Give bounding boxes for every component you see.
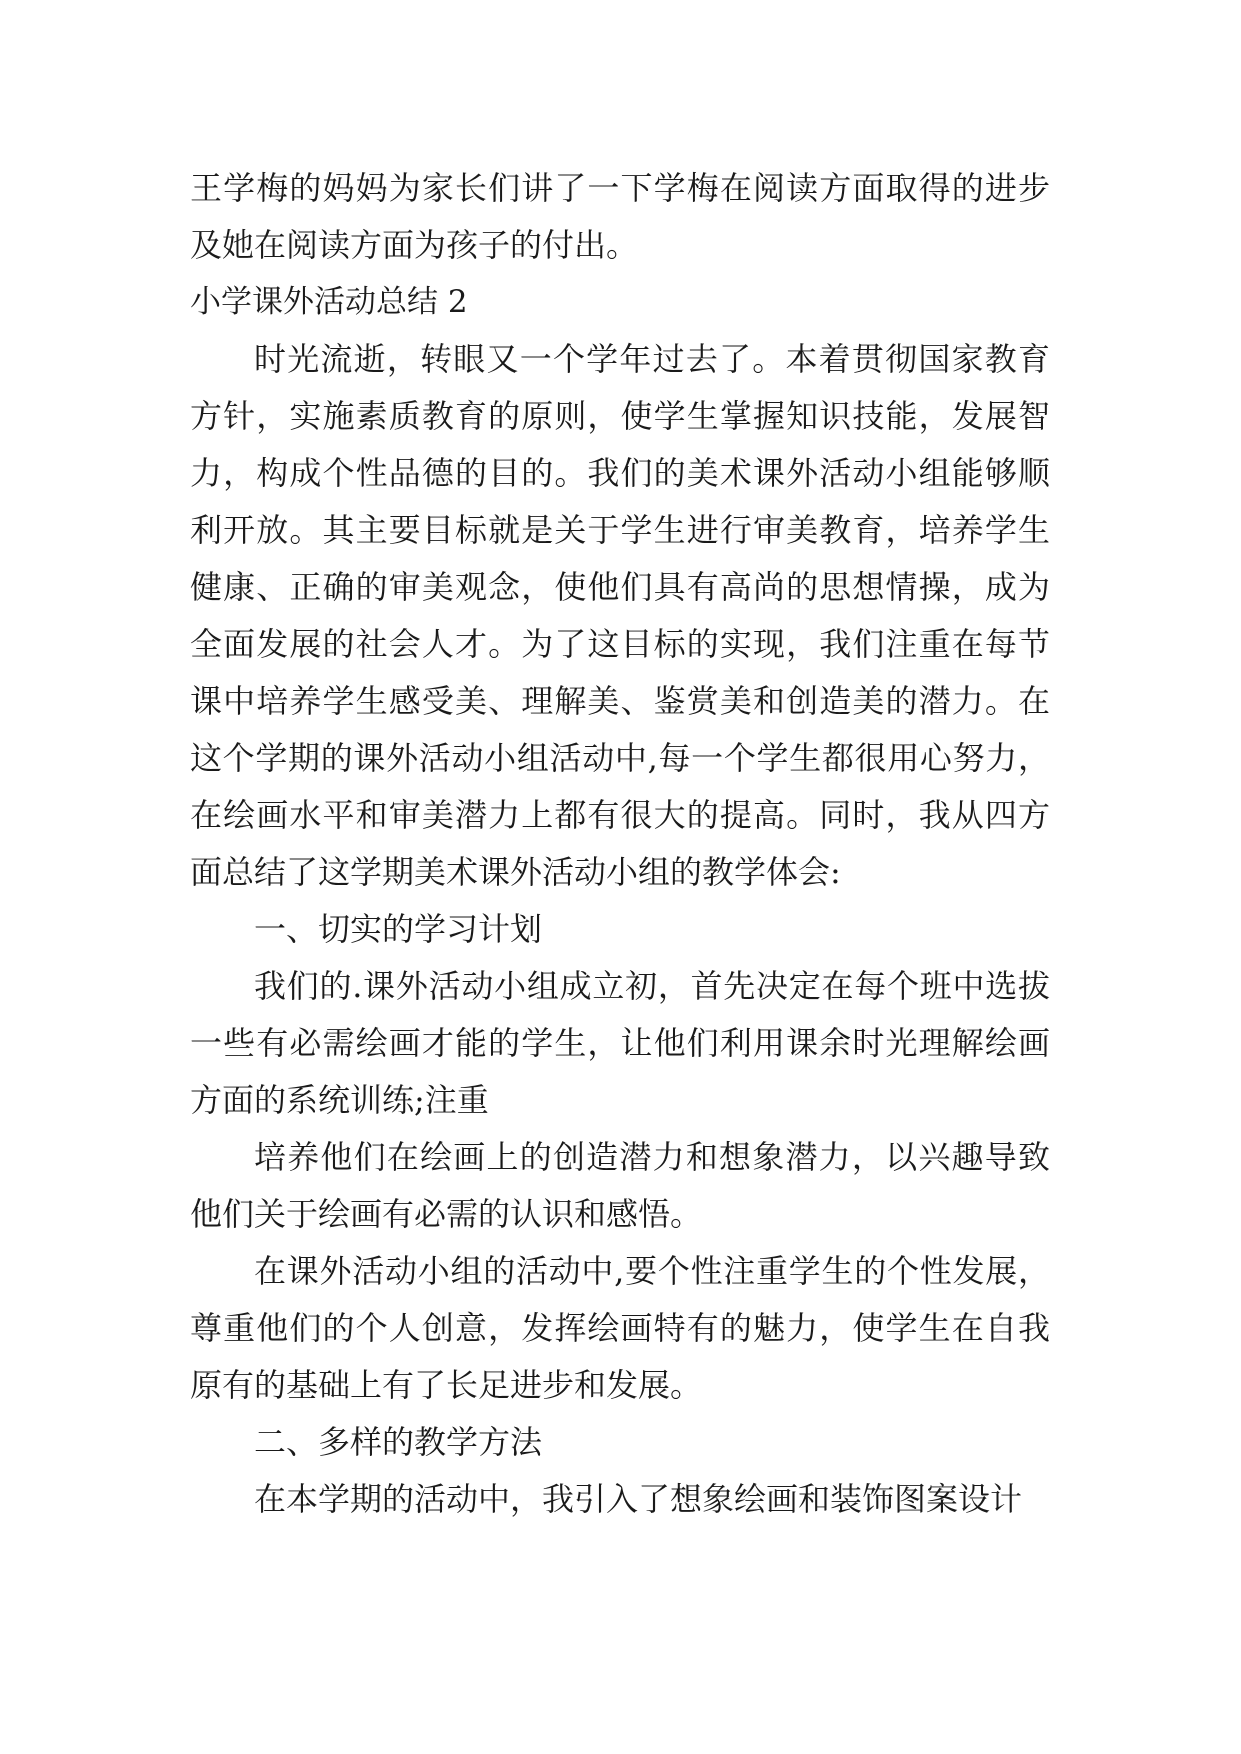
paragraph-creativity: 培养他们在绘画上的创造潜力和想象潜力，以兴趣导致他们关于绘画有必需的认识和感悟。 <box>190 1138 1050 1233</box>
paragraph-group-formation: 我们的.课外活动小组成立初，首先决定在每个班中选拔一些有必需绘画才能的学生，让他们利用课余时光理解绘画方面的系统训练;注重 <box>190 967 1050 1119</box>
paragraph-individual-development: 在课外活动小组的活动中,要个性注重学生的个性发展，尊重他们的个人创意，发挥绘画特有的魅力，使学生在自我原有的基础上有了长足进步和发展。 <box>190 1252 1050 1404</box>
heading-teaching-methods: 二、多样的教学方法 <box>254 1423 543 1461</box>
intro-paragraph: 时光流逝，转眼又一个学年过去了。本着贯彻国家教育方针，实施素质教育的原则，使学生掌握知识技能，发展智力，构成个性品德的目的。我们的美术课外活动小组能够顺利开放。其主要目标就是关于学生进行审美教育，培养学生健康、正确的审美观念，使他们具有高尚的思想情操，成为全面发展的社会人才。为了这目标的实现，我们注重在每节课中培养学生感受美、理解美、鉴赏美和创造美的潜力。在这个学期的课外活动小组活动中,每一个学生都很用心努力，在绘画水平和审美潜力上都有很大的提高。同时，我从四方面总结了这学期美术课外活动小组的教学体会: <box>190 340 1050 891</box>
paragraph-methods-intro: 在本学期的活动中，我引入了想象绘画和装饰图案设计 <box>254 1480 1023 1518</box>
continuation-paragraph: 王学梅的妈妈为家长们讲了一下学梅在阅读方面取得的进步及她在阅读方面为孩子的付出。 <box>190 169 1050 264</box>
document-body <box>190 160 1050 1528</box>
heading-study-plan: 一、切实的学习计划 <box>254 910 543 948</box>
section-title: 小学课外活动总结 2 <box>190 284 468 320</box>
